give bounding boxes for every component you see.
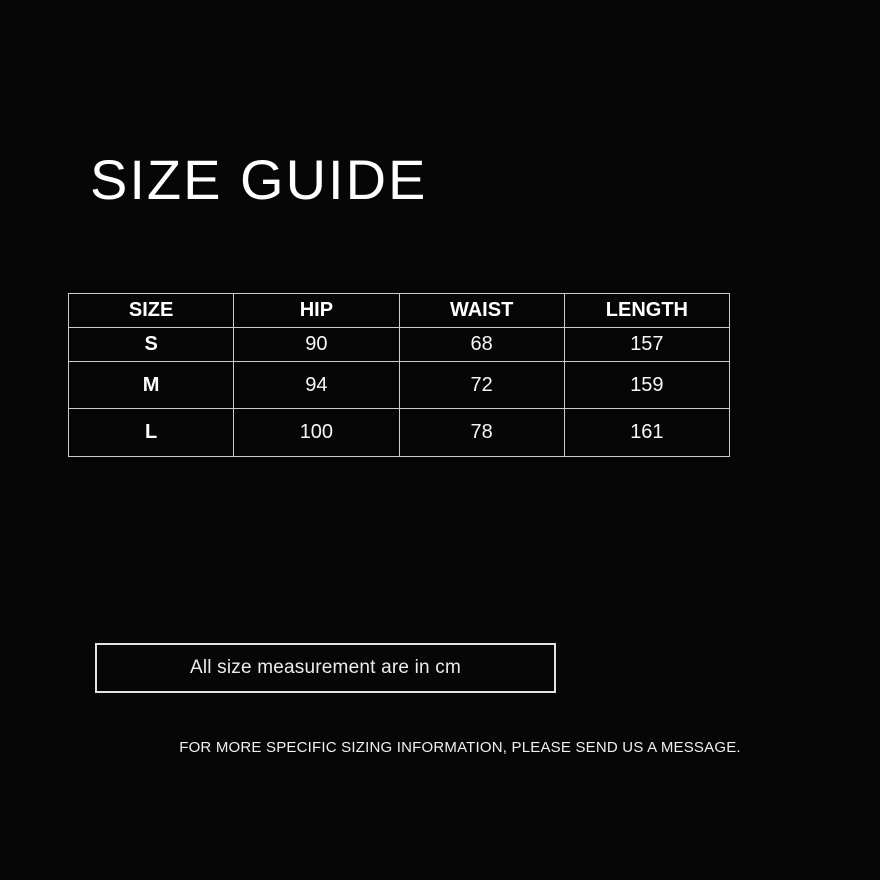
size-table bbox=[68, 293, 730, 457]
table-row-s bbox=[69, 328, 730, 362]
length-value-cell: 157 bbox=[564, 328, 729, 362]
table-header-row bbox=[69, 294, 730, 328]
hip-value-cell: 94 bbox=[234, 362, 399, 409]
length-value-cell: 159 bbox=[564, 362, 729, 409]
length-value-cell: 161 bbox=[564, 409, 729, 457]
waist-value-cell: 72 bbox=[399, 362, 564, 409]
size-label-cell: L bbox=[69, 409, 234, 457]
waist-value-cell: 78 bbox=[399, 409, 564, 457]
measurement-unit-note-text: All size measurement are in cm bbox=[189, 657, 462, 678]
col-header-waist: WAIST bbox=[399, 294, 564, 328]
measurement-unit-note-box bbox=[95, 643, 556, 693]
size-label-cell: M bbox=[69, 362, 234, 409]
table-row-l bbox=[69, 409, 730, 457]
waist-value-cell: 68 bbox=[399, 328, 564, 362]
col-header-hip: HIP bbox=[234, 294, 399, 328]
size-label-cell: S bbox=[69, 328, 234, 362]
page-title: SIZE GUIDE bbox=[90, 148, 428, 211]
hip-value-cell: 100 bbox=[234, 409, 399, 457]
table-row-m bbox=[69, 362, 730, 409]
col-header-size: SIZE bbox=[69, 294, 234, 328]
hip-value-cell: 90 bbox=[234, 328, 399, 362]
contact-message-note: FOR MORE SPECIFIC SIZING INFORMATION, PLEASE SEND US A MESSAGE. bbox=[179, 739, 741, 756]
col-header-length: LENGTH bbox=[564, 294, 729, 328]
